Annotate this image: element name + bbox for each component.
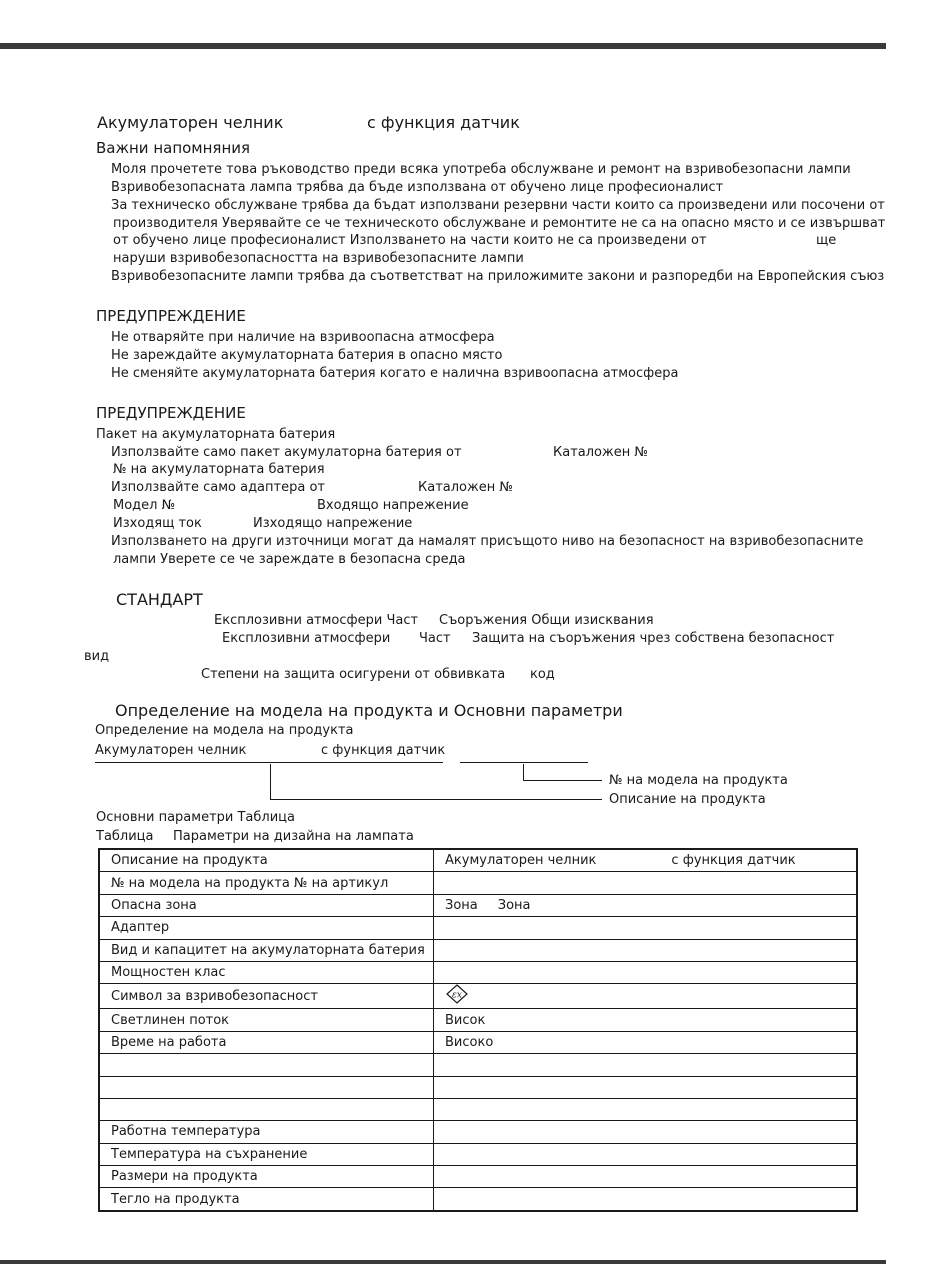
table-row: [99, 1009, 857, 1031]
table-row: [99, 1166, 857, 1188]
table-intro-label: Таблица: [96, 829, 154, 844]
use-pack-line: Използвайте само пакет акумулаторна батерия от: [111, 445, 462, 460]
table-row: [99, 849, 857, 872]
standard-line3-b: код: [530, 667, 555, 682]
standard-line2-wrap: вид: [84, 649, 110, 664]
battery-no-label: № на акумулаторната батерия: [113, 462, 325, 477]
param-value: [434, 961, 858, 983]
doc-title-part1: Акумулаторен челник: [97, 113, 284, 132]
standard-line3-a: Степени на защита осигурени от обвивката: [201, 667, 506, 682]
doc-title-part2: с функция датчик: [367, 113, 520, 132]
notes-line: от обучено лице професионалист Използването на части които не са произведени от: [113, 233, 707, 248]
table-row: [99, 1143, 857, 1165]
param-label: [99, 1054, 434, 1076]
model-no-leader-horizontal: [523, 780, 602, 781]
table-row: [99, 1076, 857, 1098]
param-value: [434, 849, 858, 872]
param-label: Описание на продукта: [99, 849, 434, 872]
param-value: [434, 1121, 858, 1143]
standard-line2-a: Експлозивни атмосфери: [222, 631, 391, 646]
param-value: [434, 1054, 858, 1076]
param-label: № на модела на продукта № на артикул: [99, 872, 434, 894]
param-label: Работна температура: [99, 1121, 434, 1143]
notes-line-tail: ще: [816, 233, 837, 248]
param-label: Мощностен клас: [99, 961, 434, 983]
notes-line: Взривобезопасните лампи трябва да съответстват на приложимите закони и разпоредби на Европейския съюз: [111, 269, 885, 284]
catalog-no-label-2: Каталожен №: [418, 480, 513, 495]
param-value: [434, 1188, 858, 1211]
output-current-label: Изходящ ток: [113, 516, 202, 531]
param-value: Висок: [434, 1009, 858, 1031]
svg-text:εx: εx: [452, 990, 462, 1001]
param-label: Тегло на продукта: [99, 1188, 434, 1211]
table-row: [99, 1031, 857, 1053]
param-value-part1: Зона: [445, 897, 478, 913]
battery-pack-label: Пакет на акумулаторната батерия: [96, 427, 336, 442]
param-label: Време на работа: [99, 1031, 434, 1053]
notes-line: Взривобезопасната лампа трябва да бъде използвана от обучено лице професионалист: [111, 180, 724, 195]
model-no-label: Модел №: [113, 498, 176, 513]
param-value: [434, 894, 858, 916]
param-value: [434, 1143, 858, 1165]
parameters-table: [98, 848, 858, 1212]
model-no-leader-vertical: [523, 764, 524, 781]
param-label: Символ за взривобезопасност: [99, 984, 434, 1009]
param-label: Температура на съхранение: [99, 1143, 434, 1165]
warning1-heading: ПРЕДУПРЕЖДЕНИЕ: [96, 307, 246, 325]
warning1-line: Не отваряйте при наличие на взривоопасна атмосфера: [111, 330, 495, 345]
notes-line: За техническо обслужване трябва да бъдат използвани резервни части които са произведени или посочени от: [111, 198, 885, 213]
param-value-part2: Зона: [497, 897, 531, 913]
table-row: [99, 984, 857, 1009]
param-value: Високо: [434, 1031, 858, 1053]
notes-line: Моля прочетете това ръководство преди всяка употреба обслужване и ремонт на взривобезопасни лампи: [111, 162, 851, 177]
table-caption: Параметри на дизайна на лампата: [173, 829, 414, 844]
param-label: Адаптер: [99, 917, 434, 939]
description-leader-vertical: [270, 764, 271, 800]
model-subheading: Определение на модела на продукта: [95, 723, 354, 738]
warning2-heading: ПРЕДУПРЕЖДЕНИЕ: [96, 404, 246, 422]
param-value: [434, 1076, 858, 1098]
param-value: [434, 984, 858, 1009]
catalog-no-label: Каталожен №: [553, 445, 648, 460]
param-label: Вид и капацитет на акумулаторната батерия: [99, 939, 434, 961]
table-intro-line1: Основни параметри Таблица: [96, 810, 295, 825]
param-value: [434, 872, 858, 894]
bottom-rule: [0, 1260, 886, 1264]
param-value: [434, 1098, 858, 1120]
standard-line1-a: Експлозивни атмосфери Част: [214, 613, 419, 628]
model-name-part2: с функция датчик: [321, 743, 446, 758]
table-row: [99, 894, 857, 916]
output-voltage-label: Изходящо напрежение: [253, 516, 413, 531]
standard-line2-b: Част: [419, 631, 451, 646]
standard-heading: СТАНДАРТ: [116, 590, 203, 609]
safety-line: Използването на други източници могат да намалят присъщото ниво на безопасност на взривобезопасните: [111, 534, 864, 549]
param-label: Опасна зона: [99, 894, 434, 916]
param-label: Светлинен поток: [99, 1009, 434, 1031]
warning1-line: Не зареждайте акумулаторната батерия в опасно място: [111, 348, 503, 363]
standard-line1-b: Съоръжения Общи изисквания: [439, 613, 654, 628]
notes-line: наруши взривобезопасността на взривобезопасните лампи: [113, 251, 524, 266]
ex-symbol-icon: [445, 984, 469, 1008]
input-voltage-label: Входящо напрежение: [317, 498, 469, 513]
table-row: [99, 872, 857, 894]
param-label: Размери на продукта: [99, 1166, 434, 1188]
param-value: [434, 917, 858, 939]
standard-line2-c: Защита на съоръжения чрез собствена безопасност: [472, 631, 835, 646]
table-row: [99, 1098, 857, 1120]
notes-heading: Важни напомняния: [96, 139, 251, 157]
table-row: [99, 961, 857, 983]
param-value: [434, 939, 858, 961]
param-label: [99, 1098, 434, 1120]
table-row: [99, 1121, 857, 1143]
param-value: [434, 1166, 858, 1188]
model-section-heading: Определение на модела на продукта и Основни параметри: [115, 701, 623, 720]
param-value-part2: с функция датчик: [671, 853, 796, 869]
warning1-line: Не сменяйте акумулаторната батерия когато е налична взривоопасна атмосфера: [111, 366, 679, 381]
description-leader-horizontal: [270, 799, 602, 800]
description-label: Описание на продукта: [609, 792, 766, 807]
param-value-part1: Акумулаторен челник: [445, 853, 597, 869]
model-name-part1: Акумулаторен челник: [95, 743, 247, 758]
notes-line: производителя Уверявайте се че техническото обслужване и ремонтите не са на опасно място и се извършват: [113, 216, 886, 231]
table-row: [99, 917, 857, 939]
table-row: [99, 1054, 857, 1076]
model-underline: [95, 762, 443, 763]
param-label: [99, 1076, 434, 1098]
safety-line: лампи Уверете се че зареждате в безопасна среда: [113, 552, 466, 567]
model-no-label: № на модела на продукта: [609, 773, 788, 788]
table-row: [99, 1188, 857, 1211]
use-adapter-line: Използвайте само адаптера от: [111, 480, 325, 495]
table-row: [99, 939, 857, 961]
top-rule: [0, 43, 886, 49]
